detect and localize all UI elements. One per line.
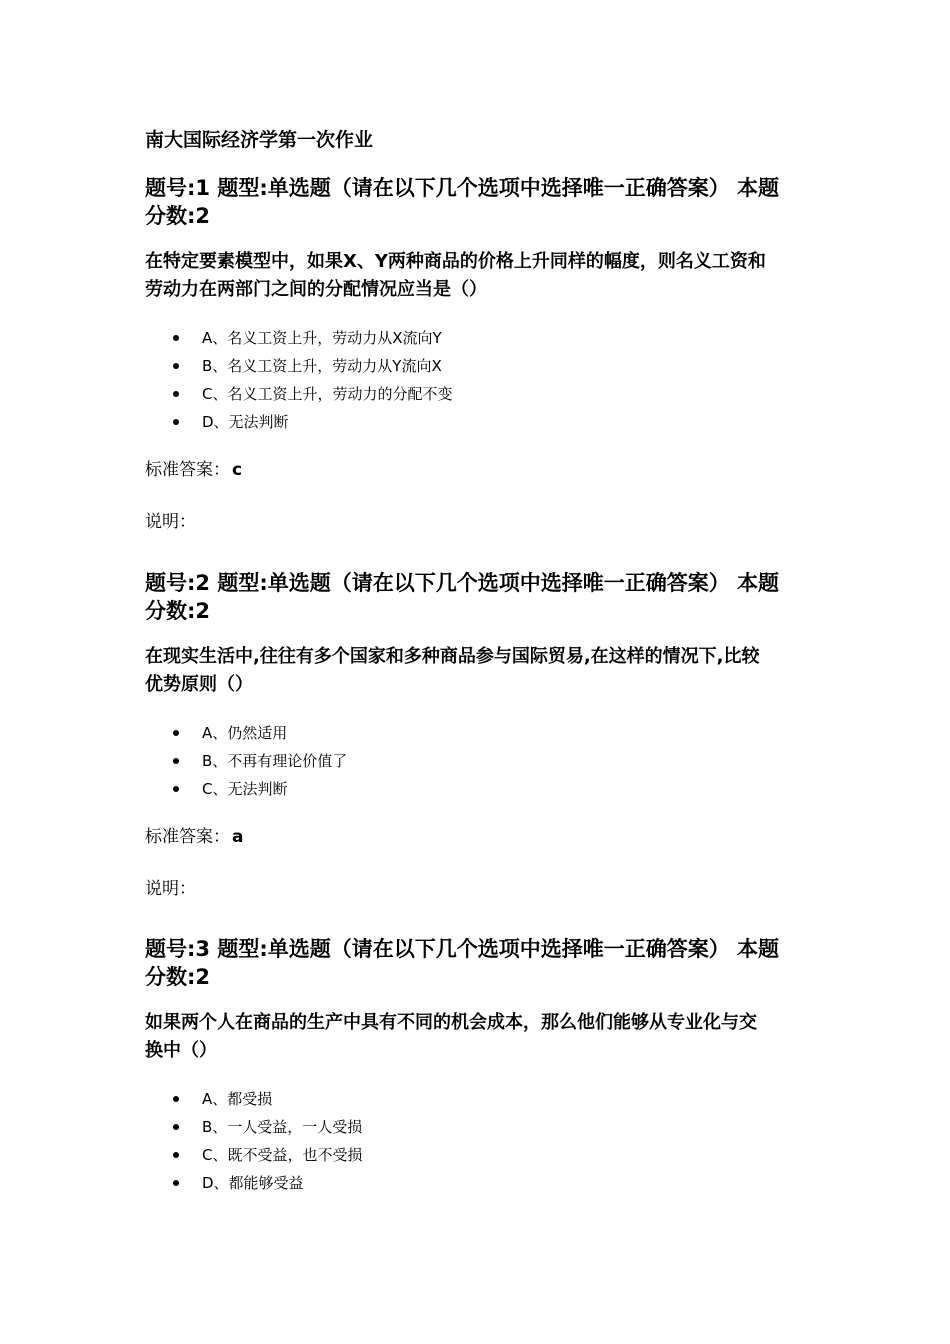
option-item	[145, 352, 815, 380]
bullet-icon	[173, 758, 179, 764]
question-1	[145, 174, 815, 536]
option-text: C、既不受益，也不受损	[202, 1146, 363, 1164]
option-item	[145, 1141, 815, 1169]
question-header-line: 题号:2 题型:单选题（请在以下几个选项中选择唯一正确答案） 本题	[145, 571, 780, 595]
question-header-line: 题号:3 题型:单选题（请在以下几个选项中选择唯一正确答案） 本题	[145, 937, 780, 961]
bullet-icon	[173, 1152, 179, 1158]
option-text: C、无法判断	[202, 780, 288, 798]
explanation-label: 说明：	[145, 512, 196, 532]
option-text: D、无法判断	[202, 413, 289, 431]
bullet-icon	[173, 419, 179, 425]
question-stem-line: 在特定要素模型中，如果X、Y两种商品的价格上升同样的幅度，则名义工资和	[145, 251, 766, 272]
option-list	[145, 1085, 815, 1197]
question-stem-line: 在现实生活中,往往有多个国家和多种商品参与国际贸易,在这样的情况下,比较	[145, 646, 760, 667]
explanation-label: 说明：	[145, 879, 196, 899]
standard-answer	[145, 823, 815, 851]
answer-label: 标准答案：	[145, 460, 230, 480]
question-header-line: 题号:1 题型:单选题（请在以下几个选项中选择唯一正确答案） 本题	[145, 176, 780, 200]
question-score-line: 分数:2	[145, 204, 211, 228]
answer-label: 标准答案：	[145, 827, 230, 847]
option-text: A、仍然适用	[202, 724, 288, 742]
option-list	[145, 324, 815, 436]
option-text: C、名义工资上升，劳动力的分配不变	[202, 385, 453, 403]
question-score-line: 分数:2	[145, 965, 211, 989]
bullet-icon	[173, 335, 179, 341]
option-item	[145, 719, 815, 747]
bullet-icon	[173, 1180, 179, 1186]
question-3	[145, 935, 815, 1197]
question-stem-line: 换中（）	[145, 1040, 217, 1061]
bullet-icon	[173, 730, 179, 736]
question-stem	[145, 1009, 815, 1065]
answer-value: a	[232, 827, 244, 847]
option-item	[145, 408, 815, 436]
option-item	[145, 324, 815, 352]
question-2	[145, 569, 815, 903]
option-text: B、名义工资上升，劳动力从Y流向X	[202, 357, 442, 375]
document-title: 南大国际经济学第一次作业	[145, 129, 374, 151]
option-text: D、都能够受益	[202, 1174, 304, 1192]
option-text: B、一人受益，一人受损	[202, 1118, 363, 1136]
answer-value: c	[232, 460, 243, 480]
question-stem	[145, 643, 815, 699]
bullet-icon	[173, 1124, 179, 1130]
option-item	[145, 1113, 815, 1141]
option-item	[145, 1085, 815, 1113]
bullet-icon	[173, 1096, 179, 1102]
bullet-icon	[173, 363, 179, 369]
question-stem-line: 优势原则（）	[145, 674, 253, 695]
option-item	[145, 775, 815, 803]
option-item	[145, 380, 815, 408]
bullet-icon	[173, 786, 179, 792]
question-score-line: 分数:2	[145, 599, 211, 623]
bullet-icon	[173, 391, 179, 397]
option-list	[145, 719, 815, 803]
question-header	[145, 935, 815, 991]
option-text: B、不再有理论价值了	[202, 752, 348, 770]
option-item	[145, 747, 815, 775]
question-stem-line: 劳动力在两部门之间的分配情况应当是（）	[145, 279, 487, 300]
question-header	[145, 569, 815, 625]
standard-answer	[145, 456, 815, 484]
option-item	[145, 1169, 815, 1197]
option-text: A、名义工资上升，劳动力从X流向Y	[202, 329, 442, 347]
question-stem	[145, 248, 815, 304]
question-header	[145, 174, 815, 230]
option-text: A、都受损	[202, 1090, 273, 1108]
question-stem-line: 如果两个人在商品的生产中具有不同的机会成本，那么他们能够从专业化与交	[145, 1012, 757, 1033]
